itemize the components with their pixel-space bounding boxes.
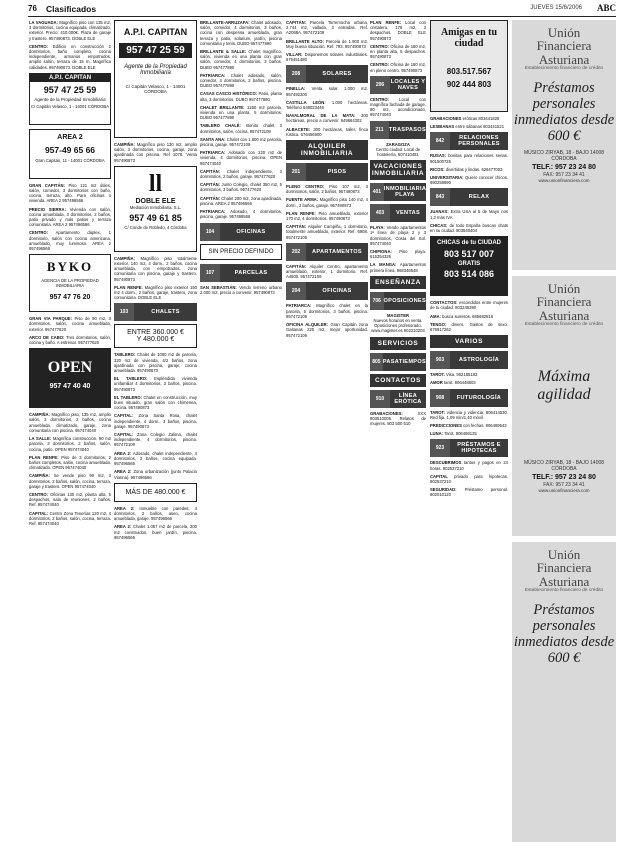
classified-ad: GRAN CAPITÁN: Piso 121 m2 útiles, salón, comedor, 3 dormitorios con baño, cocina, terraza, alto. Para oficinas o vivienda. AREA 2 957496566: [29, 182, 111, 204]
classified-ad: PATRIARCA: Adosado, 4 dormitorios, piscina, garaje. 957496566: [200, 209, 282, 220]
section-oposiciones: 706 OPOSICIONES: [370, 292, 426, 310]
union-financiera-ad-3: [512, 542, 616, 842]
classified-ad: PLAN RENFE: Local con cristalera, 178 m2, 3 despachos. DOBLE ELE 957490873: [370, 20, 426, 41]
section-chalets: 103 CHALETS: [114, 303, 197, 321]
price-undefined: SIN PRECIO DEFINIDO: [208, 248, 274, 255]
api-capitan-ad: [29, 73, 111, 125]
vacaciones-bar: VACACIONES INMOBILIARIA: [370, 160, 426, 180]
price-range-box: [200, 244, 282, 260]
promo-brand-2: Financiera: [536, 38, 592, 53]
price-range-line2: Y 480.000 €: [136, 336, 175, 344]
page-header: [28, 3, 616, 17]
classified-ad: CENTRO: Oficina de 180 m2, en pleno centro. 957490873: [370, 62, 426, 73]
classified-ad: PATRIARCA: Adosado con 220 m2 de vivienda, 4 dormitorios, piscina. OPEN 957474040: [200, 150, 282, 166]
promo-web: www.unionfinanciera.com: [538, 178, 590, 183]
promo-fax: FAX: 957 23 34 41: [543, 482, 585, 488]
byko-phone: 957 47 76 20: [49, 294, 91, 302]
classified-ad: ARCO DE CABO: Tres dormitorios, salón, cocina y baño. A estrenar. 957477620: [29, 334, 111, 346]
section-pisos: 201 PISOS: [286, 163, 368, 181]
api-banner-phone: 957 47 25 59: [119, 43, 192, 58]
classified-ad: CAMPIÑA: Se vende piso 90 m2, 3 dormitorios, 2 baños, salón, cocina, terraza, garaje y trastero. OPEN 957474040: [29, 473, 111, 489]
classified-ad: AREA 2: Chalet 1.057 m2 de parcela, 200 m2 construidos, buen jardín, piscina. 957496566: [114, 524, 197, 540]
chicas-gratis: GRATIS: [457, 261, 481, 268]
classified-ad: PRECIO SIERRA: Vivienda con salón, cocina amueblada, 3 dormitorios, 2 baños, patio privado y más patios y terraza comunitaria. AREA 2 957496566: [29, 206, 111, 228]
classified-ad: EL TABLERO: Espléndida vivienda unifamiliar 4 dormitorios, 3 baños, piscina. 957490873: [114, 376, 197, 392]
promo-web: www.unionfinanciera.com: [538, 488, 590, 493]
classified-ad: RUSAS: bonitas para relaciones serias. 901500725: [430, 153, 508, 164]
classified-ad: AMOR tarot. 806448803: [430, 380, 476, 386]
promo-brand-2: Financiera: [536, 294, 592, 309]
classified-ad: EL TABLERO: Chalet en construcción, muy buen situado, gran salón con chimenea, cocina. 957490873: [114, 394, 197, 411]
promo-brand: Unión: [547, 25, 581, 40]
classified-ad: SANTA ANA: Chalet con 1.800 m2 parcela, piscina, garaje. 957472109: [200, 136, 282, 148]
classified-ad: PLAYA: Vendo apartamentos 1ª línea de playa 2 y 3 dormitorios, Costa del Sol. 957474040: [370, 225, 426, 246]
doble-ele-name: DOBLE ELE: [135, 197, 176, 205]
classified-ad: CASAS CASCO HISTÓRICO: Patio, planta alta, 3 dormitorios. DUBO 957477890: [200, 91, 282, 102]
classified-ad: PINELLA: Venta solar 1.000 m2. 957492200: [286, 86, 368, 97]
chicas-phone-2: 803 514 086: [443, 269, 495, 280]
servicios-bar: SERVICIOS: [370, 337, 426, 350]
classified-ad: SAN SEBASTIÁN: Vendo terreno urbano 2.000 m2, precio a convenir. 957490873: [200, 284, 282, 295]
section-linea-erotica: 910 LÍNEA ERÓTICA: [370, 390, 426, 408]
area2-name: AREA 2: [57, 133, 83, 141]
classified-ad: LA SALLE: Magnífica construcción. 90 m2 parcela, 3 dormitorios, 2 baños, salón, cocina, patio. OPEN 957474040: [29, 436, 111, 452]
classified-ad: CONTACTOS: escondidos entre mujeres de tu ciudad. 803245390: [430, 300, 508, 311]
api-banner-sub: Agente de la Propiedad Inmobiliaria: [124, 64, 187, 76]
classified-ad: AMA: busca sumisos. 685682816: [430, 313, 494, 319]
classified-ad: BRILLANTE-ARRUZAFA: Chalet adosado, salón, comedor, 4 dormitorios, 3 baños, cocina con despensa amueblada, gran terraza y patio, solarium, jardín, piscina comunitaria y tenis. DUBO 957477890: [200, 20, 282, 46]
classified-ad: VILLAR: Disponemos solares industriales. 676451480: [286, 52, 368, 63]
api-name: A.P.I. CAPITAN: [30, 74, 110, 82]
classified-ad: SEGURIDAD: Préstamo personal. 902010120: [430, 487, 508, 498]
section-prestamos: 923 PRÉSTAMOS E HIPOTECAS: [430, 439, 508, 457]
classified-ad: CAPITAL privado para hipotecas. 902537210: [430, 473, 508, 485]
classified-ad: CENTRO: Apartamento dúplex, 1 dormitorio, salón con cocina americana, amueblado, muy luminoso. AREA 2 957496566: [29, 230, 111, 252]
union-financiera-ad-2: [512, 276, 616, 536]
chicas-title: CHICAS de tu CIUDAD: [437, 240, 501, 247]
open-logo: OPEN: [47, 359, 93, 377]
classified-ad: CAPITAL: Zona Colegio Zalima, chalet independiente, 4 dormitorios, piscina. 957472109: [114, 432, 197, 448]
doble-ele-address: C/ Conde de Robledo, 4 Córdoba: [124, 224, 187, 230]
classified-ad: AREA 2: Zona urbanización (junto Palacio Vianna). 957496566: [114, 469, 197, 480]
classified-ad: CAMPIÑA: Magnífico piso, 135 m2, amplio salón, 3 dormitorios, 2 baños, cocina amueblada, climatizado, garaje, zona comunitaria con piscina. 957474040: [29, 412, 111, 433]
classified-ad: AREA 2: Inmueble con paredes, 4 dormitorios, 2 baños, aseo, cocina amueblada, garaje. 957496566: [114, 505, 197, 522]
section-oficinas: 104 OFICINAS: [200, 223, 282, 241]
contactos-bar: CONTACTOS: [370, 374, 426, 387]
column-6: [430, 20, 508, 848]
classified-ad: GRAN VIA PARQUE: Piso de 90 m2, 3 dormitorios, salón, cocina amueblada, exterior. 957477620: [29, 316, 111, 332]
alquiler-bar: ALQUILER INMOBILIARIA: [286, 140, 368, 160]
section-relaciones: 842 RELACIONES PERSONALES: [430, 132, 508, 150]
classified-ad: FUENTE ARMA: Magnífico piso 140 m2, 4 dorm., 2 baños, garaje. 957490873: [286, 197, 368, 208]
promo-tel: TELF.: 957 23 24 80: [532, 164, 596, 171]
classified-ad: ALBACETE: 300 hectáreas, taller, finca rústica. 676456900: [286, 126, 368, 137]
column-2: [114, 20, 197, 848]
classified-ad: PLAN RENFE: Magnífico piso exterior 150 m2 4 dorm., 2 baños, garaje, trastero, zona comunitaria. DOBLE ELE: [114, 284, 197, 301]
classified-ad: UNIVERSITARIA: Quiero conocer chicos. 690259690: [430, 175, 508, 186]
promo-fax: FAX: 957 23 34 41: [543, 172, 585, 178]
chicas-ciudad-ad: [430, 236, 508, 296]
open-phone: 957 47 40 40: [49, 383, 91, 391]
promo-sub: Establecimiento financiero de crédito: [524, 66, 604, 71]
classified-ad: CAMPIÑA: Magnífico piso totalmente exterior, 140 m2, 4 dorm., 2 baños, cocina amueblada, con empotrados, zona comunitaria con piscina, garaje y trastero. 957490873: [114, 255, 197, 282]
classified-ad: PLAN RENFE: Piso amueblado, exterior 170 m2, 4 dormitorios. 957490873: [286, 210, 368, 222]
classified-ad: LA VAGUADA: Magnífico piso con 135 m2, 3 dormitorios, cocina equipada, climatizado, exterior. Precio: 410.000€. Plaza de garaje y trastero. 957490873. DOBLE ELE: [29, 20, 111, 41]
varios-bar: VARIOS: [430, 335, 508, 348]
amigas-ad: [430, 20, 508, 112]
promo-brand: Unión: [547, 281, 581, 296]
section-solares: 208 SOLARES: [286, 65, 368, 83]
amigas-phone: 803.517.567: [446, 67, 492, 76]
section-locales: 206 LOCALES Y NAVES: [370, 76, 426, 94]
section-oficinas-alquiler: 204 OFICINAS: [286, 282, 368, 300]
price-range-line1: ENTRE 360.000 €: [127, 329, 184, 337]
column-5: [370, 20, 426, 848]
classified-ad: CENTRO: Oficinas 130 m2, planta alta, 5 despachos, sala de reuniones, 2 baños. Ref. 957474040: [29, 491, 111, 508]
section-relax: 843 RELAX: [430, 188, 508, 206]
promo-sub: Establecimiento financiero de crédito: [524, 322, 604, 327]
classified-ad: PLAN RENFE: Piso de 3 dormitorios, 2 baños completos, salón, cocina amueblada, climatizado. OPEN 957474040: [29, 454, 111, 471]
amigas-title: Amigas en tu ciudad: [440, 27, 498, 49]
classified-ad: TENGO: dinero. Gastos de sexo. 676917262: [430, 321, 508, 333]
classified-ad: ZARAGOZA Centro ciudad. Local de hostelería, 607410481: [375, 141, 421, 158]
column-7: [512, 20, 616, 848]
classified-ad: NAVALMORAL DE LA MATA: 300 hectáreas, precio a convenir. 649664302: [286, 113, 368, 124]
classified-ad: CAPITÁN: Parcela Torremocha urbana, 2.744 m2, vallada, 3 entradas. Ref. A2068A. 957472109: [286, 20, 368, 36]
classified-ad: CENTRO: Local con magnífica fachada de garage, 80 m2, acondicionado, 957474040: [370, 96, 426, 118]
api-banner-name: A.P.I. CAPITAN: [123, 27, 188, 37]
section-title: Clasificados: [46, 4, 97, 14]
promo-tel: TELF.: 957 23 24 80: [532, 474, 596, 481]
column-3: [200, 20, 282, 848]
newspaper-logo: ABC: [596, 3, 616, 13]
ensenanza-bar: ENSEÑANZA: [370, 276, 426, 289]
doble-ele-phone: 957 49 61 85: [129, 212, 182, 223]
promo-headline: Préstamos personales inmediatos desde 600 €: [513, 80, 615, 144]
area2-phone: 957-49 65 66: [44, 144, 96, 155]
byko-subtitle: AGENCIA DE LA PROPIEDAD INMOBILIARIA: [41, 278, 99, 289]
byko-logo: BYKO: [46, 259, 94, 275]
classified-ad: MAGISTER Nuevos horarios en venta. Oposiciones profesorado. www.magister.es 902210203: [371, 312, 425, 334]
api-banner-address: C/ Capitán Velasco, 1 - 14001 CÓRDOBA: [125, 84, 186, 94]
classified-ad: CAPITAL: Centro Zona Tenerías 120 m2, 4 dormitorios, 2 baños, salón, cocina, terraza. Ref. 957474040: [29, 510, 111, 526]
classified-ad: BRILLANTE ALTO: Parcela de 1.900 m2. Muy buena situación. Ref. 793. 957490873: [286, 38, 368, 49]
doble-ele-logo-icon: ll: [148, 170, 163, 197]
promo-brand-3: Asturiana: [538, 52, 590, 67]
classified-ad: CAPITÁN: Alquiler Campiña, 1 dormitorio, totalmente amueblado, exterior. Ref. 6908. 957472109: [286, 224, 368, 240]
classified-ad: PATRIARCA: Magnífico chalet en la parcela, 5 dormitorios, 3 baños, piscina. 957472109: [286, 303, 368, 319]
column-1: [29, 20, 111, 848]
promo-headline: Máxima agilidad: [537, 368, 591, 403]
classified-ad: CHALET BRILLANTE: 1250 m2 parcela, vivienda en una planta, 5 dormitorios. DUBO 957477890: [200, 104, 282, 121]
doble-ele-ad: [114, 166, 197, 252]
classified-ad: DESCUBRIMOS tantos y pagos en 24 horas. 902537210: [430, 460, 508, 471]
classified-ad: TABLERO: Chalet de 1000 m2 de parcela, 320 m2 de vivienda, 4/2 baños, zona ajardinada con piscina, garaje, cocina amueblada. 957490873: [114, 352, 197, 374]
promo-brand-3: Asturiana: [538, 574, 590, 589]
classified-ad: CHIPIONA: Piso playa. 615354326: [370, 249, 426, 260]
price-range-box: [114, 324, 197, 348]
section-astrologia: 903 ASTROLOGÍA: [430, 351, 508, 369]
area2-ad: [29, 129, 111, 179]
classified-ad: CENTRO: Oficina de 180 m2, en planta alta, 5 despachos. 957490873: [370, 43, 426, 60]
section-pasatiempos: 805 PASATIEMPOS: [370, 353, 426, 371]
price-range-more: MÁS DE 480.000 €: [125, 488, 186, 496]
classified-ad: LESBIANAS entre sábanas 803441521: [430, 124, 505, 130]
api-subtitle: Agente de la Propiedad Inmobiliaria: [34, 96, 106, 102]
publication-date: JUEVES 15/6/2006: [530, 5, 582, 11]
area2-address: Gran Capitán, 11 - 14001 CÓRDOBA: [35, 157, 105, 163]
promo-brand-2: Financiera: [536, 560, 592, 575]
classified-ad: RICOS: divertidas y lindas. 626477003: [430, 166, 503, 172]
classified-ad: CAPITAL: Zona Santa Rosa, chalet independiente, 4 dorm., 3 baños, piscina, garaje. 957490873: [114, 413, 197, 429]
promo-sub: Establecimiento financiero de crédito: [524, 588, 604, 593]
classified-ad: TABLERO CHALÉ: Bonito chalet 3 dormitorios, salón, cocina. 957472109: [200, 123, 282, 134]
promo-headline: Préstamos personales inmediatos desde 600 €: [513, 602, 615, 666]
chicas-phone-1: 803 517 007: [443, 249, 495, 260]
promo-office: MÚSICO ZIRYAB, 18 - BAJO 14008 CÓRDOBA: [523, 460, 605, 472]
section-apartamentos: 202 APARTAMENTOS: [286, 243, 368, 261]
doble-ele-sub: Mediación Inmobiliaria, S.L.: [129, 204, 182, 210]
classified-ad: CAMPIÑA: Magnífico piso 130 m2, amplio salón, 3 dormitorios, cocina, garaje, zona ajardinada con piscina. Ref 1078. Venta 957490873: [114, 142, 197, 163]
promo-brand-3: Asturiana: [538, 308, 590, 323]
section-ventas: 403 VENTAS: [370, 204, 426, 222]
classified-ad: LA MANGA: Apartamentos primera línea. 968346548: [370, 262, 426, 273]
classified-ad: CAPITÁN: Alquiler Centro, apartamento amueblado, exterior, 1 dormitorio. Ref. A4600. 957472109: [286, 263, 368, 280]
classified-ad: BRILLANTE & SALLE: Chalet magnífico, salón, vivienda en una planta con gran salón, comedor, 4 dormitorios, 3 baños. DUBO 957477890: [200, 49, 282, 70]
price-range-box: [114, 483, 197, 502]
classified-ad: PREDICCIONES con fechas. 806469543: [430, 423, 507, 429]
classified-ad: OFICINA ALQUILER: Gran Capitán zona Gaitanas 220 m2, mejor oportunidad. 957472109: [286, 322, 368, 338]
classified-ad: TAROT. Visa. 902185183: [430, 372, 478, 378]
promo-brand: Unión: [547, 547, 581, 562]
classified-ad: GRABACIONES: XXX 803510005. Relatos de mujeres. 803 500 510: [370, 410, 426, 427]
classified-ad: CAPITÁN: Junto Colegio, chalet 350 m2, 5 dormitorios, 3 baños. 957477620: [200, 182, 282, 193]
page-number: 76: [28, 4, 37, 13]
column-4: [286, 20, 368, 848]
section-futurologia: 908 FUTUROLOGÍA: [430, 389, 508, 407]
api-address: C/ Capitán Velasco, 1 - 14001 CÓRDOBA: [31, 103, 109, 109]
section-parcelas: 107 PARCELAS: [200, 264, 282, 282]
classified-ad: PATRIARCA: Chalet adosado, salón, comedor, 4 dormitorios, 2 baños, piscina. DUBO 957477890: [200, 72, 282, 89]
amigas-phone-2: 902 444 803: [446, 80, 492, 89]
promo-office: MÚSICO ZIRYAB, 18 - BAJO 14008 CÓRDOBA: [523, 150, 605, 162]
classified-ad: CAPITÁN: Chalet independiente, 3 dormitorios, 2 baños, garaje. 957477620: [200, 168, 282, 180]
classified-ad: GRABACIONES eróticas 803441826: [430, 116, 500, 121]
classified-ad: CHICAS: de todo España buscan chats en su ciudad. 803540404: [430, 222, 508, 234]
open-ad: [29, 348, 111, 408]
classified-ad: JUANAS: Extra USA al 5 de Mayo nos 1,2 más IVA: [430, 209, 508, 220]
api-phone: 957 47 25 59: [43, 84, 97, 95]
byko-ad: [29, 254, 111, 312]
classified-ad: CASTILLA LEÓN: 1.000 hectáreas. Teléfono 649023446: [286, 99, 368, 111]
classified-ad: LUNA: Tarot. 806469125: [430, 431, 477, 437]
classified-ad: CAPITÁN: Chalet 200 m2, zona ajardinada, piscina. AREA 2 957496566: [200, 195, 282, 206]
api-capitan-banner: [114, 20, 197, 138]
classified-ad: TAROT: videncia y videncia. 806414530. Red fija. 1,09 min/1,40 móvil: [430, 409, 508, 420]
section-traspasos: 211 TRASPASOS: [370, 121, 426, 139]
classified-ad: AREA 2: Adosado, chalet independiente, 4 dormitorios, 3 baños, cocina equipada. 957496566: [114, 450, 197, 467]
classified-ad: PLENO CENTRO: Piso 107 m2, 3 dormitorios, salón, 2 baños, 957490873: [286, 184, 368, 195]
union-financiera-ad-1: [512, 20, 616, 270]
section-inmobiliaria-playa: 401 INMOBILIARIA PLAYA: [370, 183, 426, 201]
classified-ad: CENTRO: Edificio en construcción 2 dormitorios, baño completo, cocina independiente, armarios empotrados, amplio salón, terraza de 15 m. Magnífica calidades. 957490873. DOBLE ELE: [29, 43, 111, 70]
